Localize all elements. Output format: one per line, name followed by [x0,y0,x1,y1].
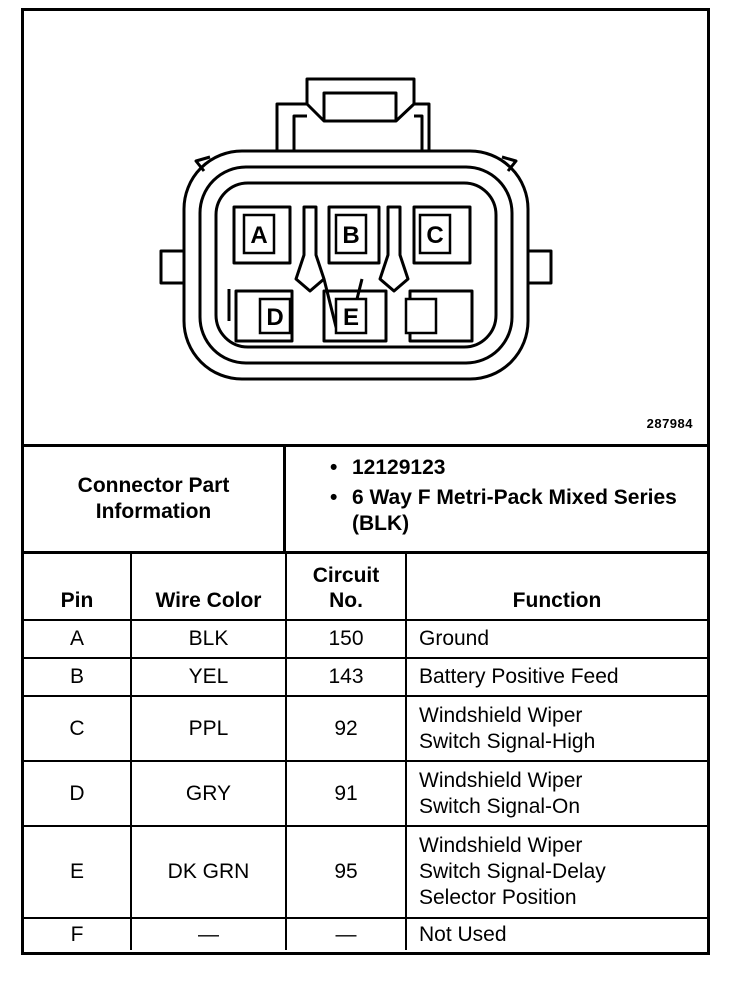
cell-wire-color: — [131,918,286,950]
header-circuit-line1: Circuit [312,564,380,587]
cell-pin: A [24,620,131,658]
connector-part-info-heading: Connector Part Information [77,474,230,523]
cell-function: Ground [406,620,707,658]
header-circuit [286,551,406,620]
table-row [24,761,707,826]
header-wire-color: Wire Color [131,551,286,620]
table-row [24,826,707,918]
cell-pin: D [24,761,131,826]
connector-part-info-label [24,447,286,551]
cavity-label-e: E [342,304,360,331]
table-row [24,658,707,696]
cavity-label-c: C [426,222,444,249]
pin-table-body [24,620,707,950]
cell-circuit: — [286,918,406,950]
pin-table-header [24,551,707,620]
cell-wire-color: YEL [131,658,286,696]
connector-type: • 6 Way F Metri-Pack Mixed Series (BLK) [286,485,707,537]
cell-wire-color: GRY [131,761,286,826]
cell-circuit: 143 [286,658,406,696]
pin-table [24,551,707,950]
cell-circuit: 92 [286,696,406,761]
cell-circuit: 91 [286,761,406,826]
connector-face-figure [24,11,707,444]
connector-part-info-list [286,455,707,541]
cell-wire-color: BLK [131,620,286,658]
part-number: • 12129123 [286,455,707,481]
cell-wire-color: PPL [131,696,286,761]
header-circuit-line2: No. [329,589,363,612]
cell-function: Windshield Wiper Switch Signal-On [406,761,707,826]
cell-circuit: 150 [286,620,406,658]
header-pin: Pin [24,551,131,620]
connector-drawing [24,11,707,444]
cell-wire-color: DK GRN [131,826,286,918]
cavity-label-b: B [342,222,360,249]
header-function: Function [406,551,707,620]
connector-diagram-sheet [21,8,710,955]
cavity-label-a: A [250,222,268,249]
cavity-label-d: D [266,304,284,331]
connector-part-info [24,444,707,554]
cell-function: Battery Positive Feed [406,658,707,696]
cell-pin: E [24,826,131,918]
figure-id-number: 287984 [646,416,693,431]
cell-function: Windshield Wiper Switch Signal-High [406,696,707,761]
table-row [24,696,707,761]
cell-circuit: 95 [286,826,406,918]
cell-pin: B [24,658,131,696]
cell-function: Not Used [406,918,707,950]
table-row [24,620,707,658]
cell-pin: F [24,918,131,950]
table-row [24,918,707,950]
cell-pin: C [24,696,131,761]
cell-function: Windshield Wiper Switch Signal-Delay Selector Position [406,826,707,918]
